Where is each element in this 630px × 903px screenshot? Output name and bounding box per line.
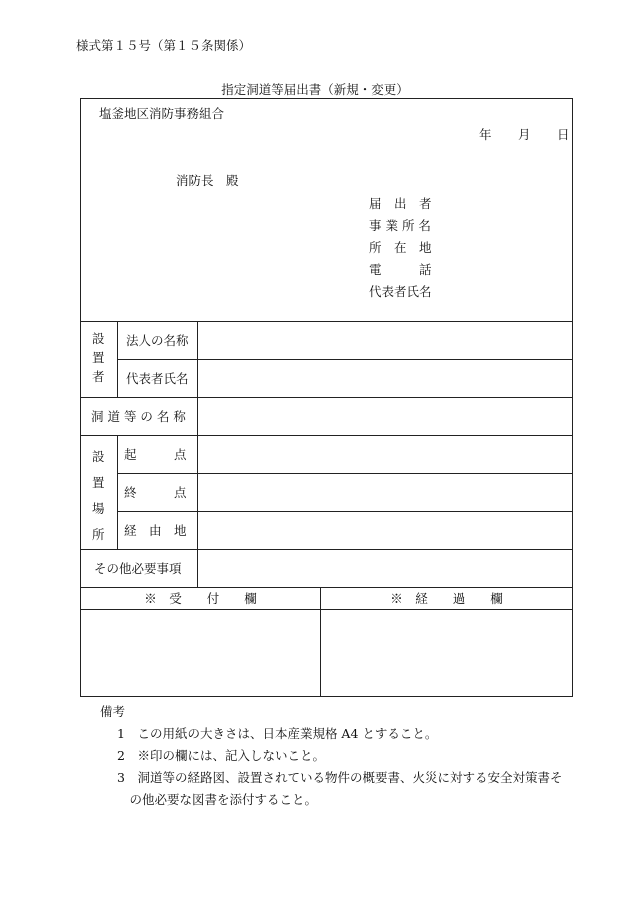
divider-location-group <box>117 435 118 549</box>
form-number: 様式第１５号（第１５条関係） <box>76 38 252 53</box>
divider-other <box>81 587 572 588</box>
end-point-field[interactable] <box>198 474 572 511</box>
notifier-label: 届 出 者 <box>369 196 432 211</box>
location-group-label: 設 置 場 所 <box>92 449 105 542</box>
representative-name-label: 代表者氏名 <box>369 284 432 299</box>
address-label: 所 在 地 <box>369 240 432 255</box>
progress-column-header: ※ 経 過 欄 <box>390 591 503 606</box>
document-title: 指定洞道等届出書（新規・変更） <box>221 82 409 97</box>
form-table <box>80 98 573 697</box>
receipt-column-header: ※ 受 付 欄 <box>144 591 257 606</box>
other-required-label: その他必要事項 <box>94 561 182 576</box>
date-year-label: 年 <box>479 127 492 142</box>
representative-label: 代表者氏名 <box>126 371 189 386</box>
date-day-label: 日 <box>557 127 570 142</box>
note-item: 2 ※印の欄には、記入しないこと。 <box>117 748 325 763</box>
notes-heading: 備考 <box>100 704 126 719</box>
note-item: 1 この用紙の大きさは、日本産業規格 A4 とすること。 <box>117 726 438 741</box>
other-required-field[interactable] <box>198 550 572 587</box>
start-point-field[interactable] <box>198 436 572 473</box>
organization-name: 塩釜地区消防事務組合 <box>99 106 225 121</box>
start-point-label: 起 点 <box>124 447 187 462</box>
receipt-field <box>81 610 320 696</box>
date-month-label: 月 <box>518 127 531 142</box>
divider-installer-group <box>117 321 118 397</box>
tunnel-name-label: 洞 道 等 の 名 称 <box>91 409 186 424</box>
corporate-name-field[interactable] <box>198 322 572 359</box>
representative-field[interactable] <box>198 360 572 397</box>
end-point-label: 終 点 <box>124 485 187 500</box>
via-point-field[interactable] <box>198 512 572 549</box>
addressee: 消防長 殿 <box>176 173 239 188</box>
phone-label: 電 話 <box>369 262 432 277</box>
corporate-name-label: 法人の名称 <box>126 333 189 348</box>
business-name-label: 事 業 所 名 <box>369 218 431 233</box>
note-item: の他必要な図書を添付すること。 <box>117 792 318 807</box>
tunnel-name-field[interactable] <box>198 398 572 435</box>
via-point-label: 経 由 地 <box>124 523 187 538</box>
progress-field <box>321 610 572 696</box>
installer-group-label: 設 置 者 <box>92 331 105 384</box>
note-item: 3 洞道等の経路図、設置されている物件の概要書、火災に対する安全対策書そ <box>117 770 563 785</box>
